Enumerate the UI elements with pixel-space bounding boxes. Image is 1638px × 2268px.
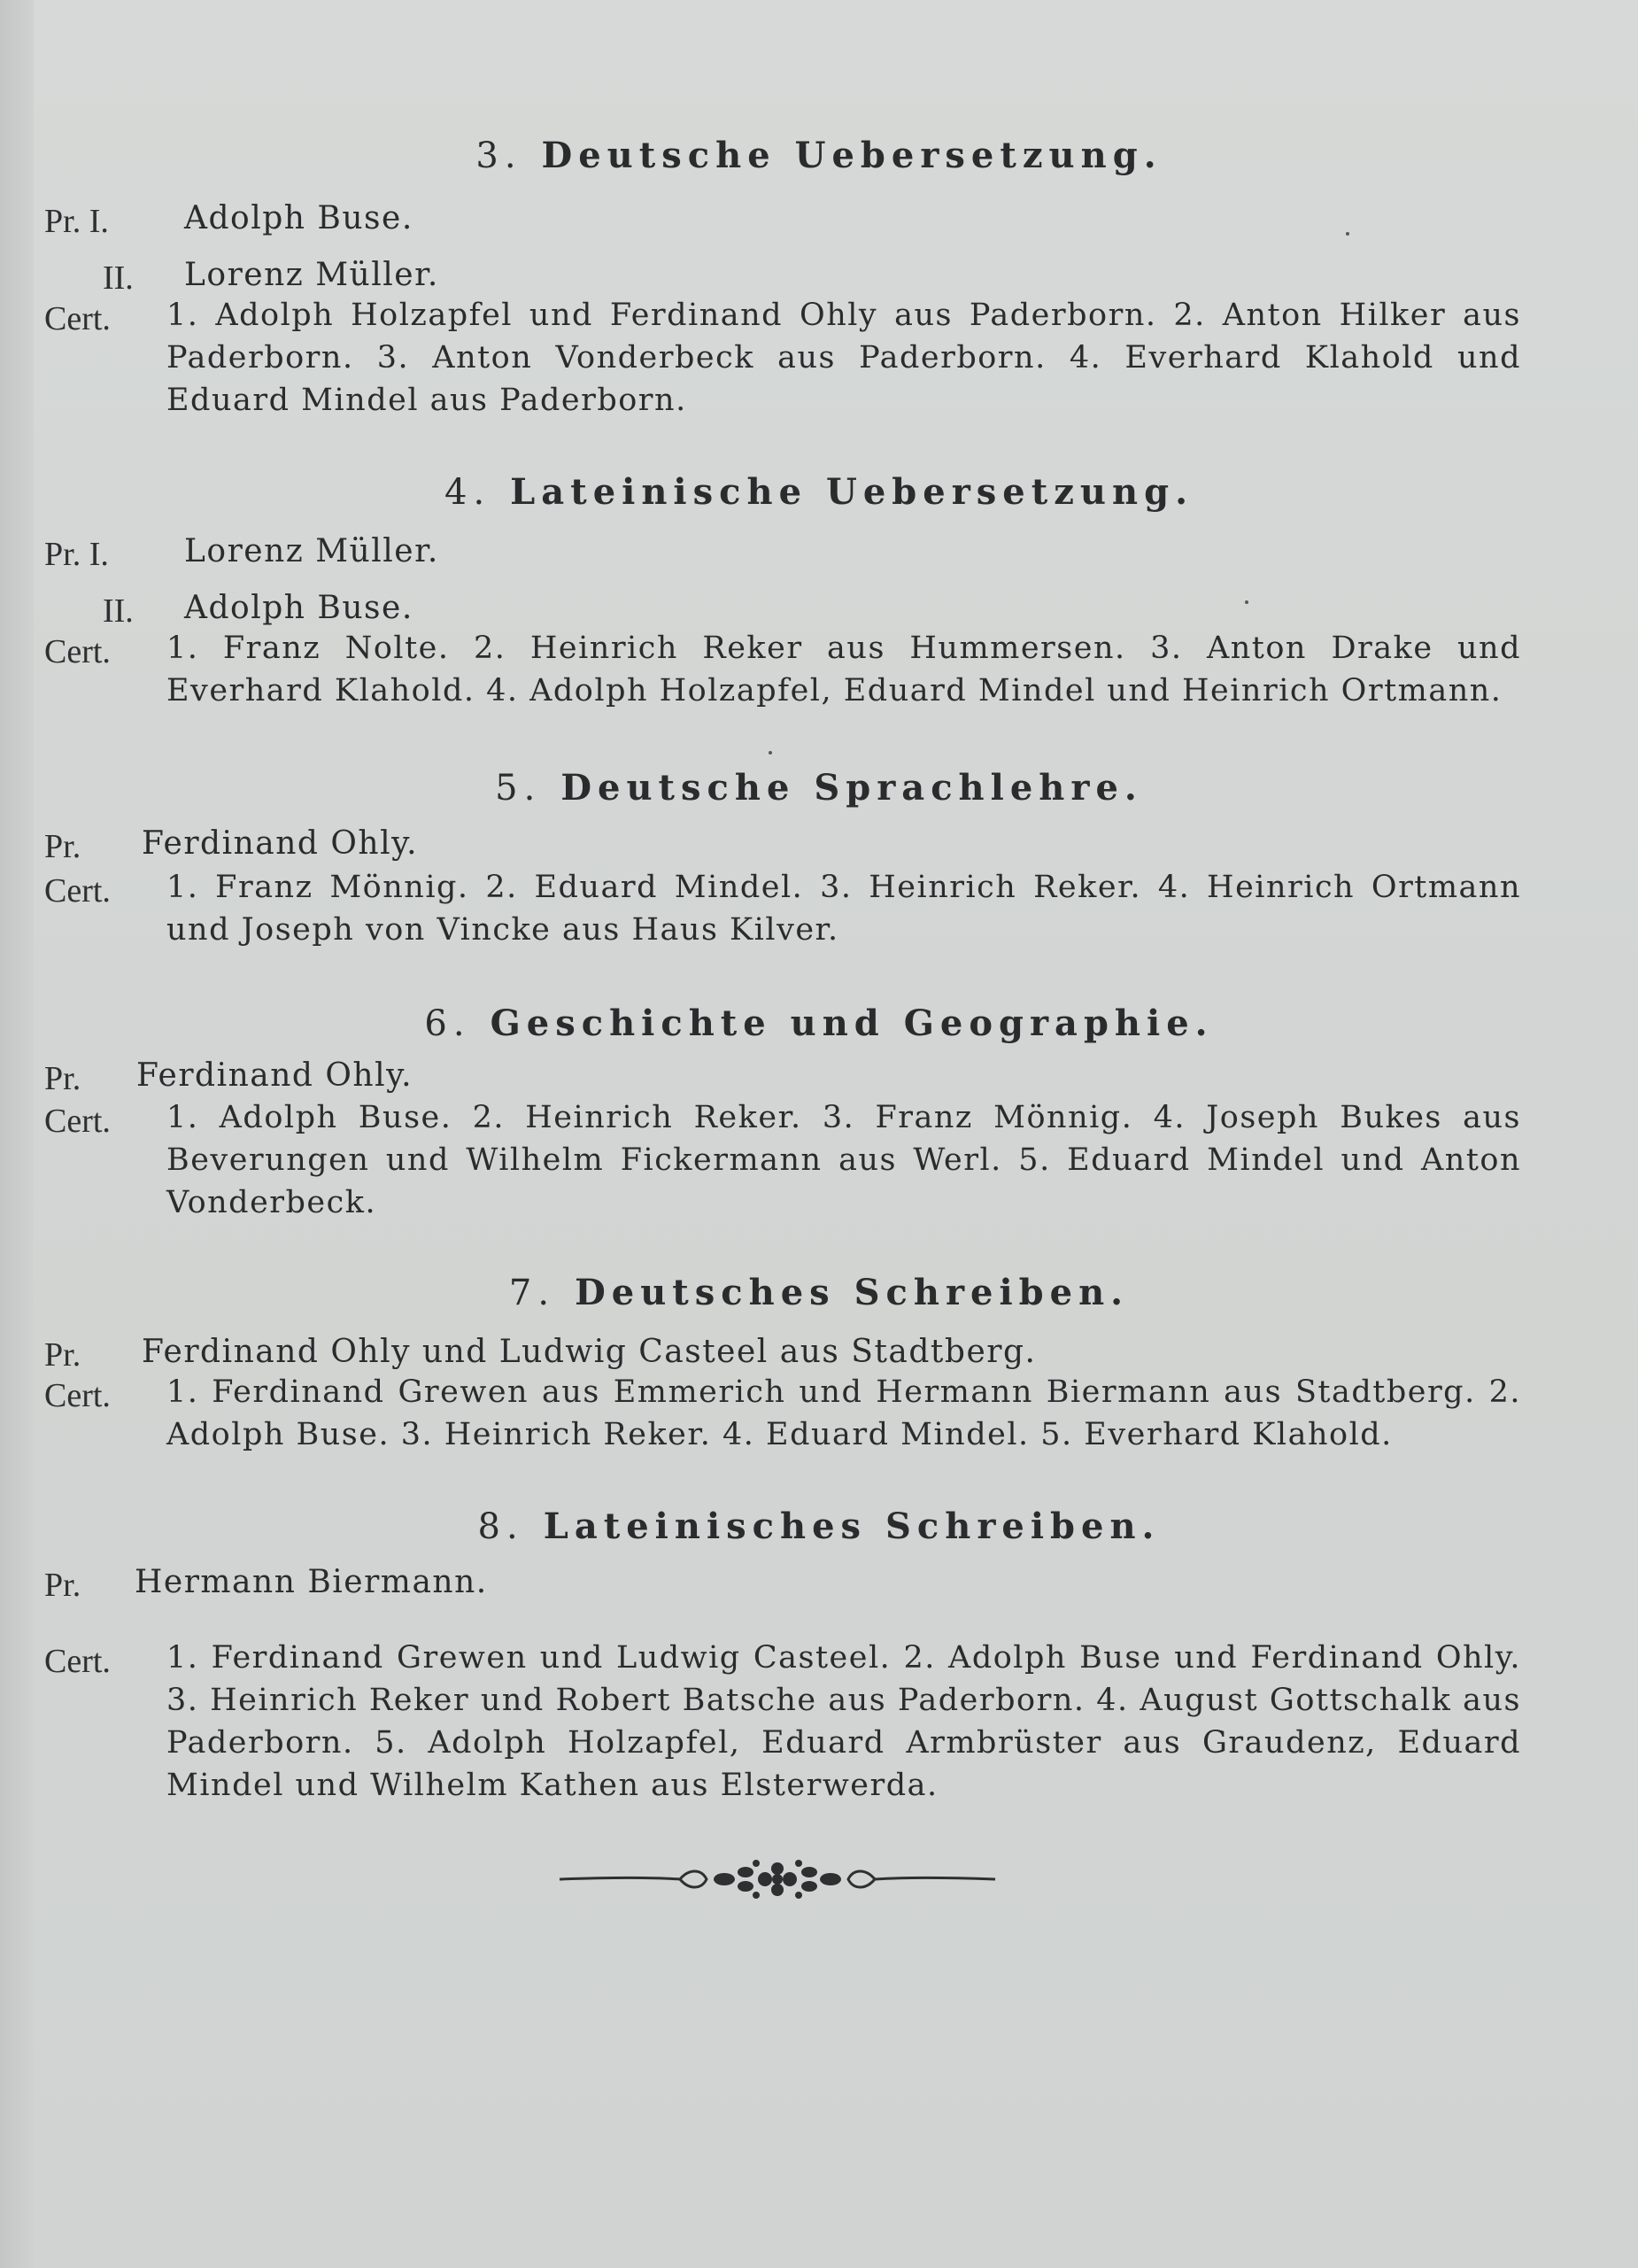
section-8-cert-text: 1. Ferdinand Grewen und Ludwig Casteel. 2. Adolph Buse und Ferdinand Ohly. 3. Heinrich Reker und Robert Batsche aus Paderborn. 4. August Gottschalk aus Paderborn. 5. Adolph Holzapfel, Eduard Armbrüster aus Graudenz, Eduard Mindel und Wilhelm Kathen aus Elsterwerda. xyxy=(166,1640,1521,1803)
section-5-cert-label: Cert. xyxy=(44,872,111,910)
section-4-prize-1-label: Pr. I. xyxy=(44,536,109,573)
section-5-cert-text: 1. Franz Mönnig. 2. Eduard Mindel. 3. Heinrich Reker. 4. Heinrich Ortmann und Joseph von Vincke aus Haus Kilver. xyxy=(166,870,1521,948)
section-5-title: Deutsche Sprachlehre. xyxy=(560,767,1143,809)
section-3-heading xyxy=(0,135,1638,176)
section-6-prize-label: Pr. xyxy=(44,1060,81,1097)
section-8-title: Lateinisches Schreiben. xyxy=(543,1506,1161,1547)
section-6-cert-text: 1. Adolph Buse. 2. Heinrich Reker. 3. Franz Mönnig. 4. Joseph Bukes aus Beverungen und Wilhelm Fickermann aus Werl. 5. Eduard Mindel und Anton Vonderbeck. xyxy=(166,1100,1521,1220)
section-3-cert-text: 1. Adolph Holzapfel und Ferdinand Ohly aus Paderborn. 2. Anton Hilker aus Paderborn. 3. Anton Vonderbeck aus Paderborn. 4. Everhard Klahold und Eduard Mindel aus Paderborn. xyxy=(166,298,1521,418)
floral-vignette-icon xyxy=(556,1851,999,1904)
section-6-heading xyxy=(0,1002,1638,1044)
section-6-number: 6. xyxy=(424,1003,471,1044)
section-7-title: Deutsches Schreiben. xyxy=(575,1272,1130,1313)
section-8-heading xyxy=(0,1506,1638,1547)
section-3-prize-2-label: II. xyxy=(103,259,134,297)
section-5-prize-label: Pr. xyxy=(44,828,81,865)
section-3-prize-1-label: Pr. I. xyxy=(44,203,109,240)
paper-speck xyxy=(1245,600,1248,604)
section-3-number: 3. xyxy=(475,135,522,176)
section-3-prize-2: Lorenz Müller. xyxy=(184,257,439,293)
section-8-prize-label: Pr. xyxy=(44,1567,81,1604)
section-5-prize: Ferdinand Ohly. xyxy=(142,825,419,862)
section-7-prize-label: Pr. xyxy=(44,1336,81,1374)
section-3-cert-label: Cert. xyxy=(44,300,111,337)
section-4-heading xyxy=(0,471,1638,513)
section-4-prize-2-label: II. xyxy=(103,592,134,630)
section-5-heading xyxy=(0,767,1638,809)
section-6-prize: Ferdinand Ohly. xyxy=(136,1057,413,1094)
section-6-title: Geschichte und Geographie. xyxy=(490,1002,1214,1044)
section-8-prize: Hermann Biermann. xyxy=(135,1564,488,1600)
paper-speck xyxy=(769,751,772,755)
section-4-title: Lateinische Uebersetzung. xyxy=(510,471,1194,513)
section-4-number: 4. xyxy=(444,472,491,513)
section-8-number: 8. xyxy=(477,1506,524,1547)
page-edge-shadow xyxy=(0,0,34,2268)
section-6-cert-label: Cert. xyxy=(44,1103,111,1140)
section-7-cert-text: 1. Ferdinand Grewen aus Emmerich und Hermann Biermann aus Stadtberg. 2. Adolph Buse. 3. Heinrich Reker. 4. Eduard Mindel. 5. Everhard Klahold. xyxy=(166,1374,1521,1452)
section-7-cert-label: Cert. xyxy=(44,1377,111,1414)
section-3-title: Deutsche Uebersetzung. xyxy=(541,135,1163,176)
section-7-heading xyxy=(0,1272,1638,1313)
section-3-prize-1: Adolph Buse. xyxy=(184,200,413,236)
section-4-prize-1: Lorenz Müller. xyxy=(184,533,439,569)
section-7-number: 7. xyxy=(508,1273,556,1313)
section-7-prize: Ferdinand Ohly und Ludwig Casteel aus Stadtberg. xyxy=(142,1334,1037,1370)
section-4-cert-label: Cert. xyxy=(44,633,111,670)
section-8-cert-label: Cert. xyxy=(44,1643,111,1680)
section-4-cert-text: 1. Franz Nolte. 2. Heinrich Reker aus Hummersen. 3. Anton Drake und Everhard Klahold. 4. Adolph Holzapfel, Eduard Mindel und Heinrich Ortmann. xyxy=(166,631,1521,708)
section-5-number: 5. xyxy=(495,768,542,809)
paper-speck xyxy=(1346,232,1349,236)
section-4-prize-2: Adolph Buse. xyxy=(184,590,413,626)
